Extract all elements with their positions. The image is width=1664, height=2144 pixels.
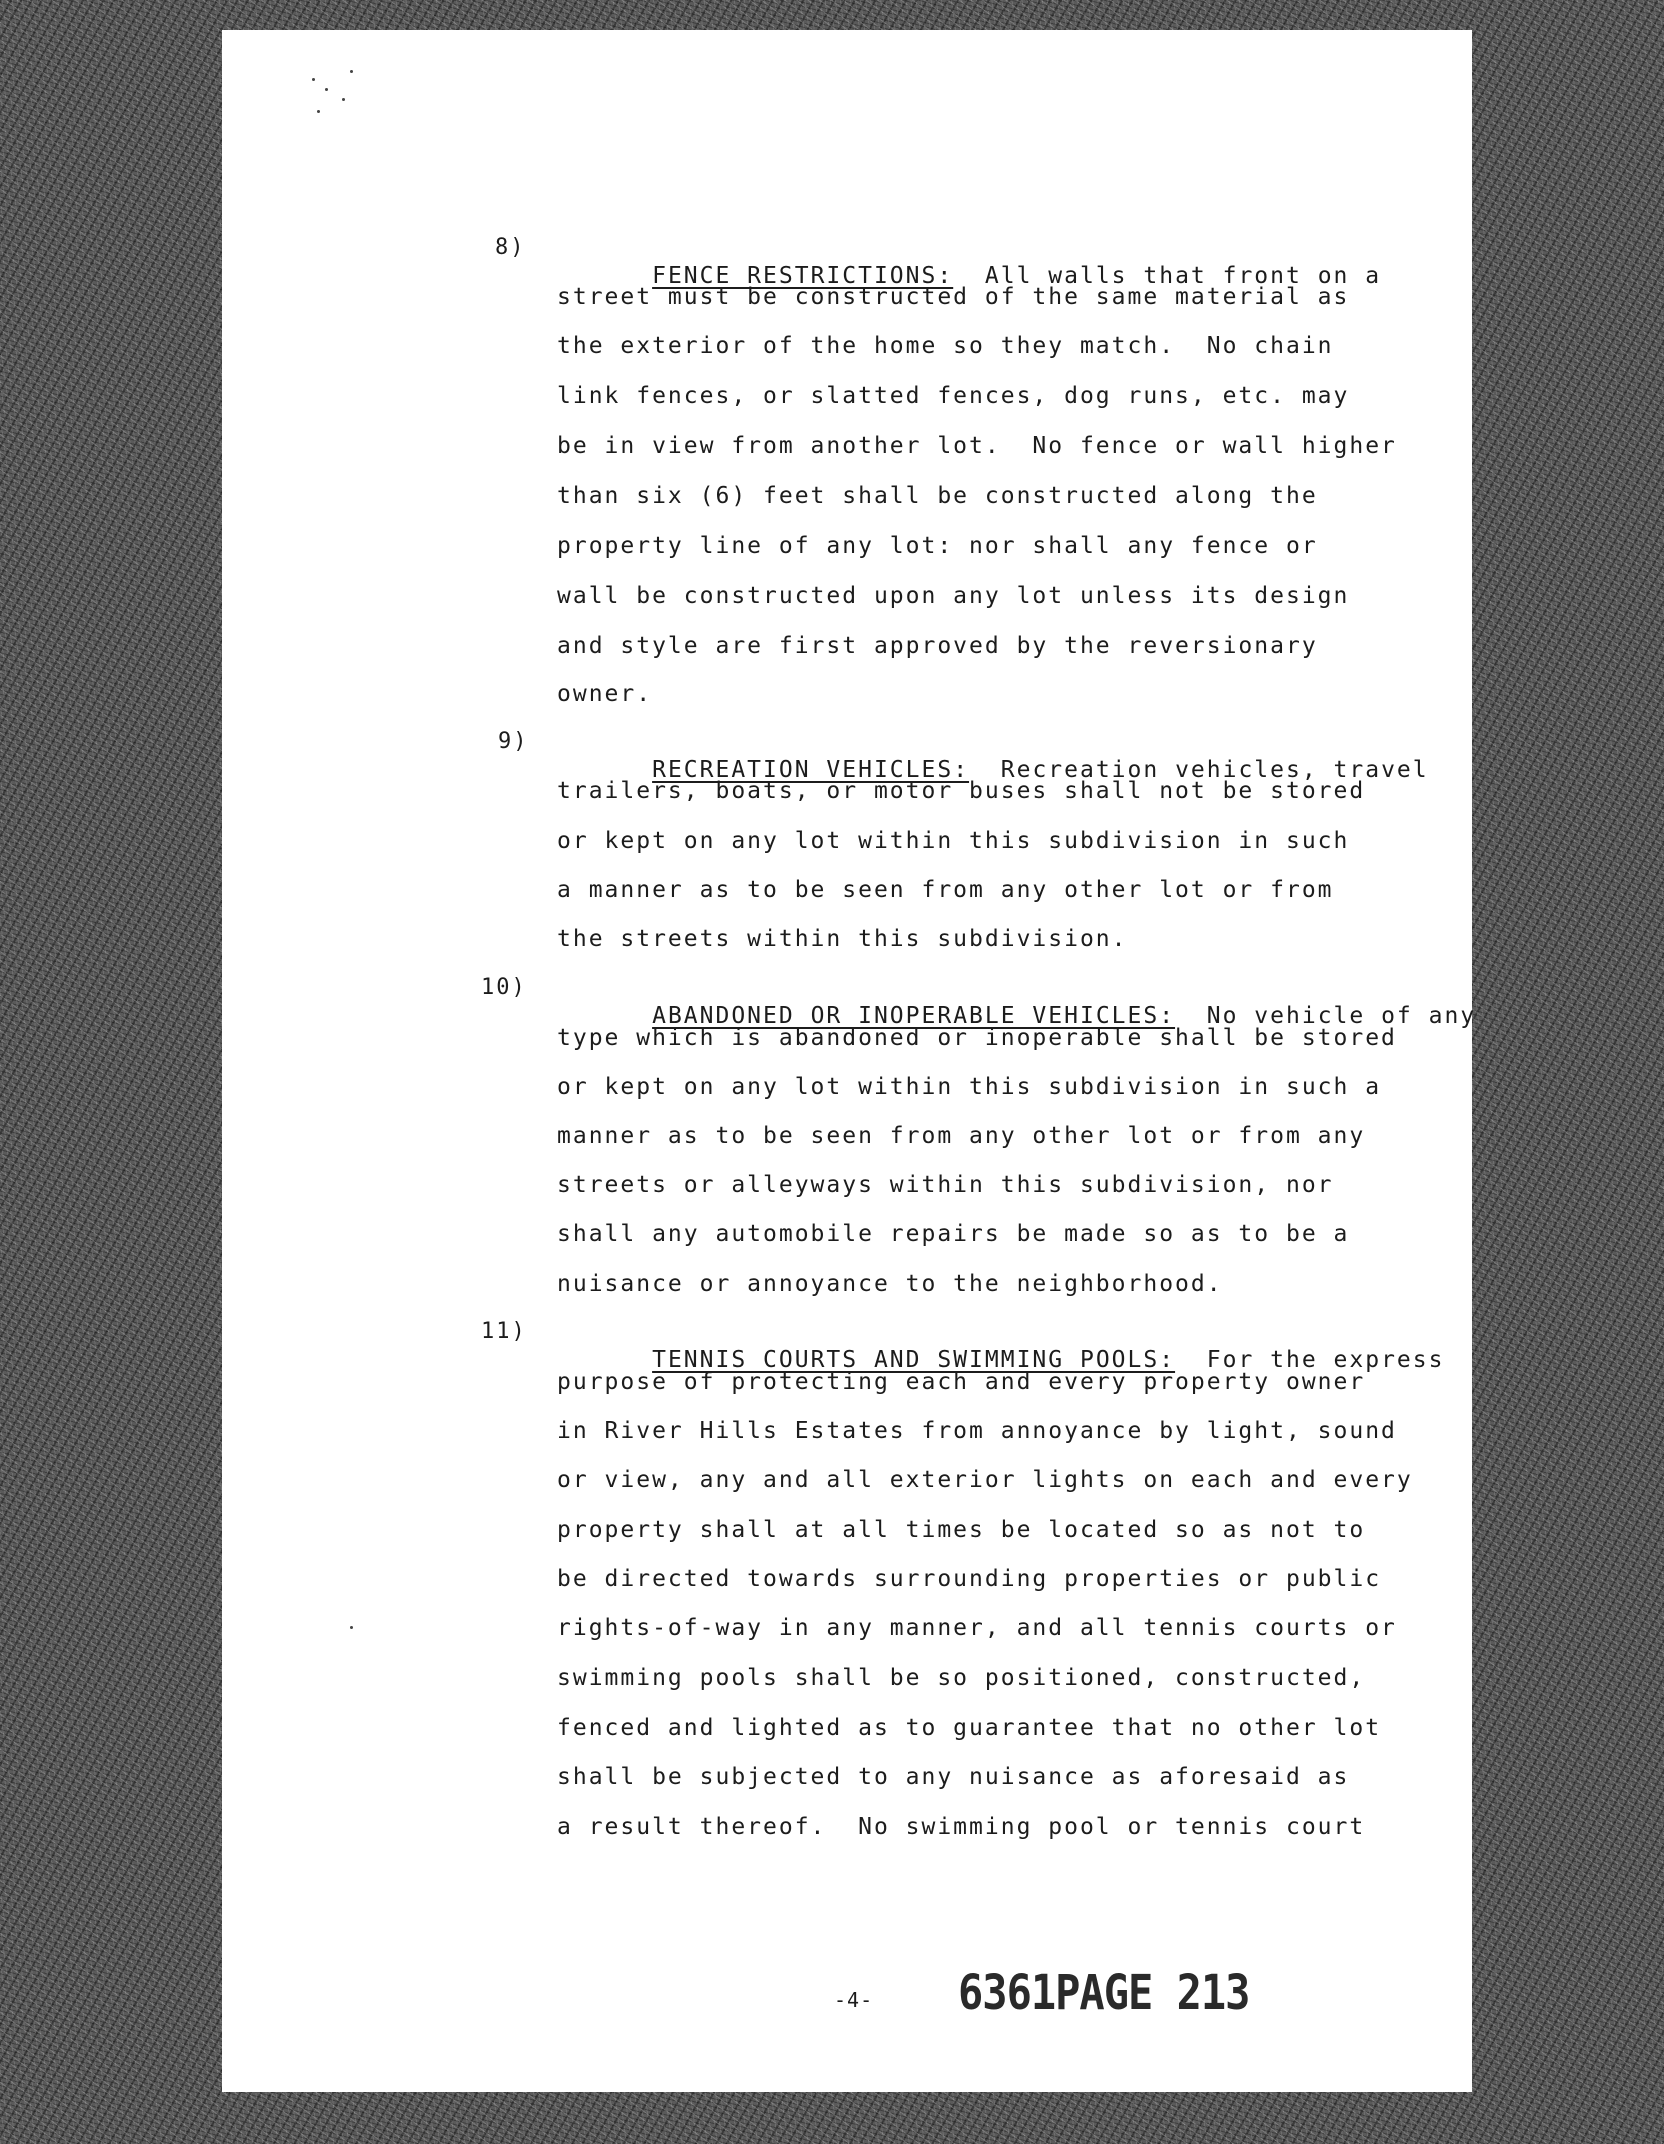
text-line: or kept on any lot within this subdivision in such	[557, 828, 1350, 854]
section-heading: FENCE RESTRICTIONS:	[652, 263, 954, 289]
text-line: and style are first approved by the reversionary	[557, 633, 1318, 659]
speck	[312, 78, 315, 81]
text-line: property line of any lot: nor shall any fence or	[557, 533, 1318, 559]
text-line: Recreation vehicles, travel	[1000, 757, 1429, 783]
text-line: For the express	[1206, 1347, 1445, 1373]
text-line: manner as to be seen from any other lot or from any	[557, 1123, 1366, 1149]
speck	[317, 110, 320, 113]
text-line: link fences, or slatted fences, dog runs, etc. may	[557, 383, 1350, 409]
text-line: purpose of protecting each and every property owner	[557, 1369, 1366, 1395]
text-line: the streets within this subdivision.	[557, 926, 1128, 952]
text-line: be in view from another lot. No fence or wall higher	[557, 433, 1397, 459]
section-heading: ABANDONED OR INOPERABLE VEHICLES:	[652, 1003, 1176, 1029]
section-number: 10)	[481, 975, 527, 1000]
section-number: 9)	[498, 729, 529, 754]
text-line: a result thereof. No swimming pool or tennis court	[557, 1814, 1366, 1840]
section-heading: TENNIS COURTS AND SWIMMING POOLS:	[652, 1347, 1176, 1373]
text-line: property shall at all times be located so as not to	[557, 1517, 1366, 1543]
section-heading: RECREATION VEHICLES:	[652, 757, 970, 783]
text-line: fenced and lighted as to guarantee that no other lot	[557, 1715, 1382, 1741]
text-line: be directed towards surrounding properties or public	[557, 1566, 1382, 1592]
text-line: owner.	[557, 681, 653, 707]
text-line: All walls that front on a	[984, 263, 1382, 289]
text-line: in River Hills Estates from annoyance by light, sound	[557, 1418, 1397, 1444]
text-line: street must be constructed of the same material as	[557, 284, 1350, 310]
document-page	[222, 30, 1477, 2092]
text-line: shall be subjected to any nuisance as aforesaid as	[557, 1764, 1350, 1790]
text-line: No vehicle of any	[1206, 1003, 1477, 1029]
speck	[350, 1626, 353, 1629]
section-number: 11)	[481, 1319, 527, 1344]
section-number: 8)	[495, 235, 526, 260]
speck	[342, 98, 345, 101]
text-line: trailers, boats, or motor buses shall not be stored	[557, 778, 1366, 804]
speck	[325, 88, 328, 91]
text-line: streets or alleyways within this subdivision, nor	[557, 1172, 1334, 1198]
speck	[350, 70, 353, 73]
text-line: shall any automobile repairs be made so as to be a	[557, 1221, 1350, 1247]
text-line: a manner as to be seen from any other lot or from	[557, 877, 1334, 903]
text-line: nuisance or annoyance to the neighborhood.	[557, 1271, 1223, 1297]
text-line: wall be constructed upon any lot unless its design	[557, 583, 1350, 609]
text-line: the exterior of the home so they match. No chain	[557, 333, 1334, 359]
book-page-stamp: 6361PAGE 213	[958, 1964, 1250, 2021]
text-line: swimming pools shall be so positioned, constructed,	[557, 1665, 1366, 1691]
text-line: or view, any and all exterior lights on each and every	[557, 1467, 1413, 1493]
text-line: rights-of-way in any manner, and all tennis courts or	[557, 1615, 1397, 1641]
text-line: than six (6) feet shall be constructed along the	[557, 483, 1318, 509]
page-number: -4-	[834, 1988, 874, 2012]
text-line: type which is abandoned or inoperable shall be stored	[557, 1025, 1397, 1051]
text-line: or kept on any lot within this subdivision in such a	[557, 1074, 1382, 1100]
